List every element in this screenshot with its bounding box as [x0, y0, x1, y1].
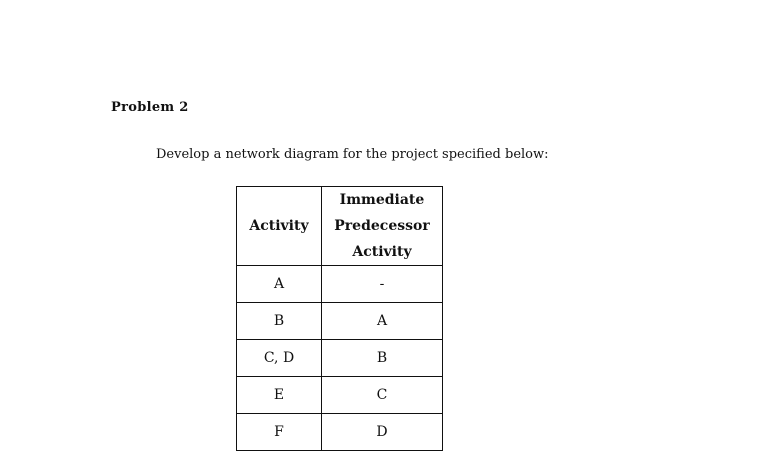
- activity-cell: C, D: [237, 340, 322, 377]
- activity-cell: A: [237, 266, 322, 303]
- predecessor-cell: B: [322, 340, 443, 377]
- table-row: [237, 266, 443, 303]
- header-activity: Activity: [237, 187, 322, 266]
- problem-heading: Problem 2: [111, 100, 189, 115]
- table-row: [237, 340, 443, 377]
- activity-cell: E: [237, 377, 322, 414]
- table-row: [237, 377, 443, 414]
- predecessor-table: [236, 186, 443, 451]
- activity-cell: F: [237, 414, 322, 451]
- instruction-text: Develop a network diagram for the project specified below:: [156, 147, 549, 162]
- header-pred-line-3: Activity: [352, 244, 412, 260]
- table-header-row: [237, 187, 443, 266]
- header-pred-line-2: Predecessor: [334, 218, 430, 234]
- header-pred-line-1: Immediate: [339, 192, 425, 208]
- table-row: [237, 303, 443, 340]
- activity-cell: B: [237, 303, 322, 340]
- predecessor-cell: -: [322, 266, 443, 303]
- table-row: [237, 414, 443, 451]
- predecessor-cell: D: [322, 414, 443, 451]
- predecessor-cell: A: [322, 303, 443, 340]
- header-immediate-predecessor: [322, 187, 443, 266]
- predecessor-cell: C: [322, 377, 443, 414]
